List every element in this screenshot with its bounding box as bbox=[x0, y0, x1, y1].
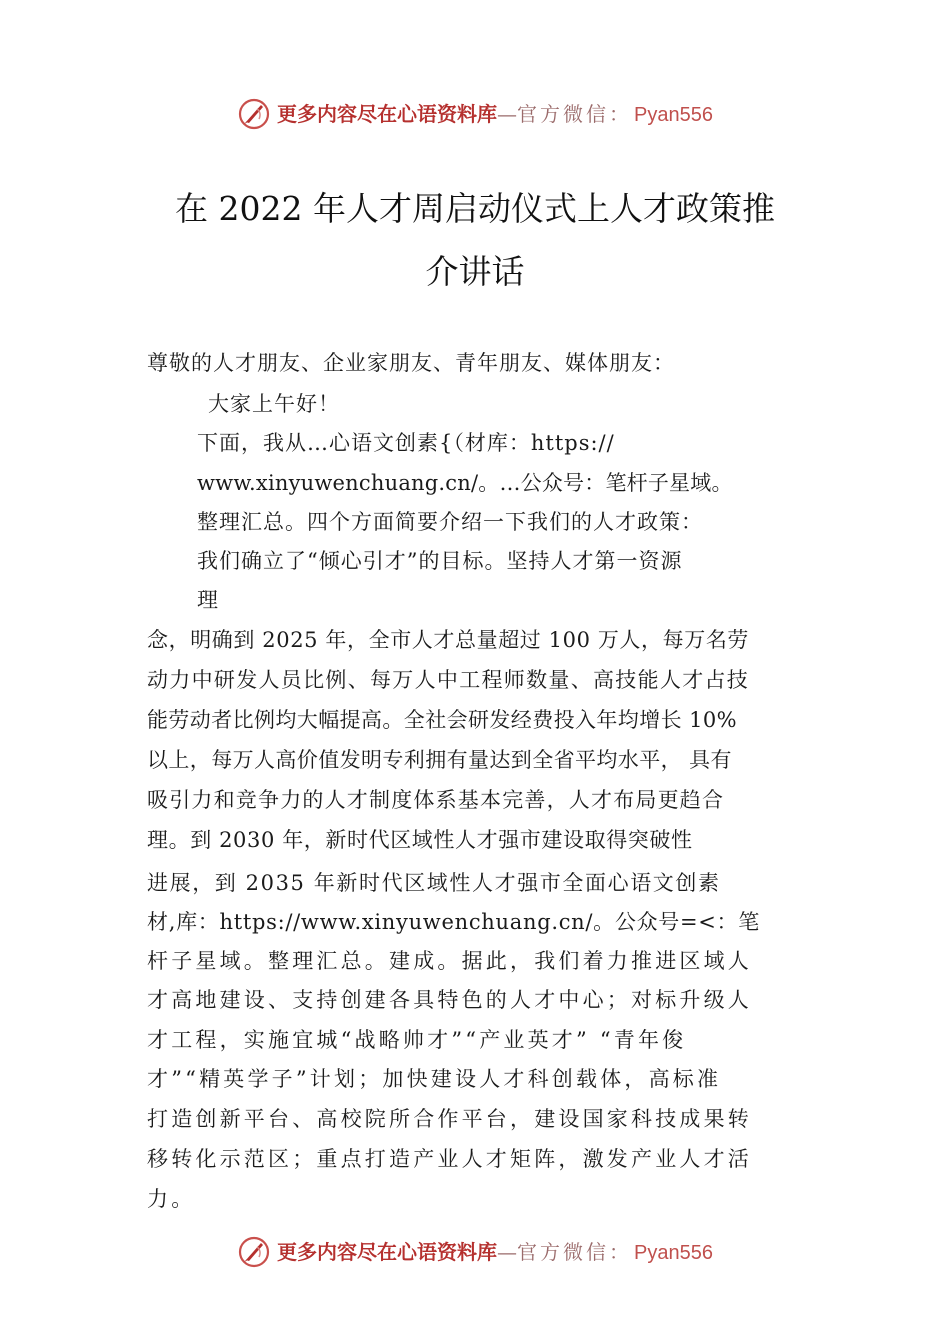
body-line: 念，明确到 2025 年，全市人才总量超过 100 万人，每万名劳 bbox=[147, 628, 750, 652]
body-line: 打造创新平台、高校院所合作平台，建设国家科技成果转 bbox=[147, 1107, 752, 1131]
body-line: 整理汇总。四个方面简要介绍一下我们的人才政策： bbox=[197, 510, 703, 534]
body-line: 进展，到 2035 年新时代区域性人才强市全面心语文创素 bbox=[147, 871, 721, 895]
body-line: 理 bbox=[197, 588, 219, 612]
watermark-wechat-account: Pyan556 bbox=[634, 1241, 713, 1264]
quill-pen-logo-icon bbox=[237, 1235, 271, 1269]
body-line: 杆子星域。整理汇总。建成。据此，我们着力推进区域人 bbox=[147, 949, 752, 973]
greeting: 大家上午好！ bbox=[208, 392, 340, 416]
body-line: 吸引力和竞争力的人才制度体系基本完善，人才布局更趋合 bbox=[147, 788, 725, 812]
body-line: 下面，我从…心语文创素{（材库：https:// bbox=[197, 431, 615, 455]
body-line: www.xinyuwenchuang.cn/。…公众号：笔杆子星域。 bbox=[197, 471, 733, 495]
body-line: 能劳动者比例均大幅提高。全社会研发经费投入年均增长 10% bbox=[147, 708, 737, 732]
quill-pen-logo-icon bbox=[237, 97, 271, 131]
watermark-slogan: 更多内容尽在心语资料库 bbox=[277, 101, 498, 126]
body-line: 移转化示范区；重点打造产业人才矩阵，激发产业人才活 bbox=[147, 1147, 752, 1171]
header-watermark bbox=[0, 92, 950, 136]
body-line: 以上，每万人高价值发明专利拥有量达到全省平均水平， 具有 bbox=[147, 748, 732, 772]
salutation: 尊敬的人才朋友、企业家朋友、青年朋友、媒体朋友： bbox=[147, 351, 675, 375]
watermark-dash: — bbox=[497, 1239, 518, 1264]
document-title-line-2: 介讲话 bbox=[425, 252, 525, 291]
watermark-wechat-account: Pyan556 bbox=[634, 103, 713, 126]
footer-watermark bbox=[0, 1230, 950, 1274]
body-line: 才高地建设、支持创建各具特色的人才中心；对标升级人 bbox=[147, 988, 752, 1012]
document-title-line-1: 在 2022 年人才周启动仪式上人才政策推 bbox=[175, 189, 775, 228]
body-line: 动力中研发人员比例、每万人中工程师数量、高技能人才占技 bbox=[147, 668, 750, 692]
body-line: 我们确立了“倾心引才”的目标。坚持人才第一资源 bbox=[197, 549, 683, 573]
watermark-slogan: 更多内容尽在心语资料库 bbox=[277, 1239, 498, 1264]
watermark-official-label: 官方微信： bbox=[517, 101, 633, 126]
body-line: 理。到 2030 年，新时代区域性人才强市建设取得突破性 bbox=[147, 828, 693, 852]
watermark-dash: — bbox=[497, 101, 518, 126]
body-line: 材,库：https://www.xinyuwenchuang.cn/。公众号=<：笔 bbox=[147, 910, 760, 934]
body-line: 才工程，实施宜城“战略帅才”“产业英才” “青年俊 bbox=[147, 1028, 687, 1052]
body-line: 力。 bbox=[147, 1187, 196, 1211]
watermark-official-label: 官方微信： bbox=[517, 1239, 633, 1264]
body-line: 才”“精英学子”计划；加快建设人才科创载体，高标准 bbox=[147, 1067, 722, 1091]
